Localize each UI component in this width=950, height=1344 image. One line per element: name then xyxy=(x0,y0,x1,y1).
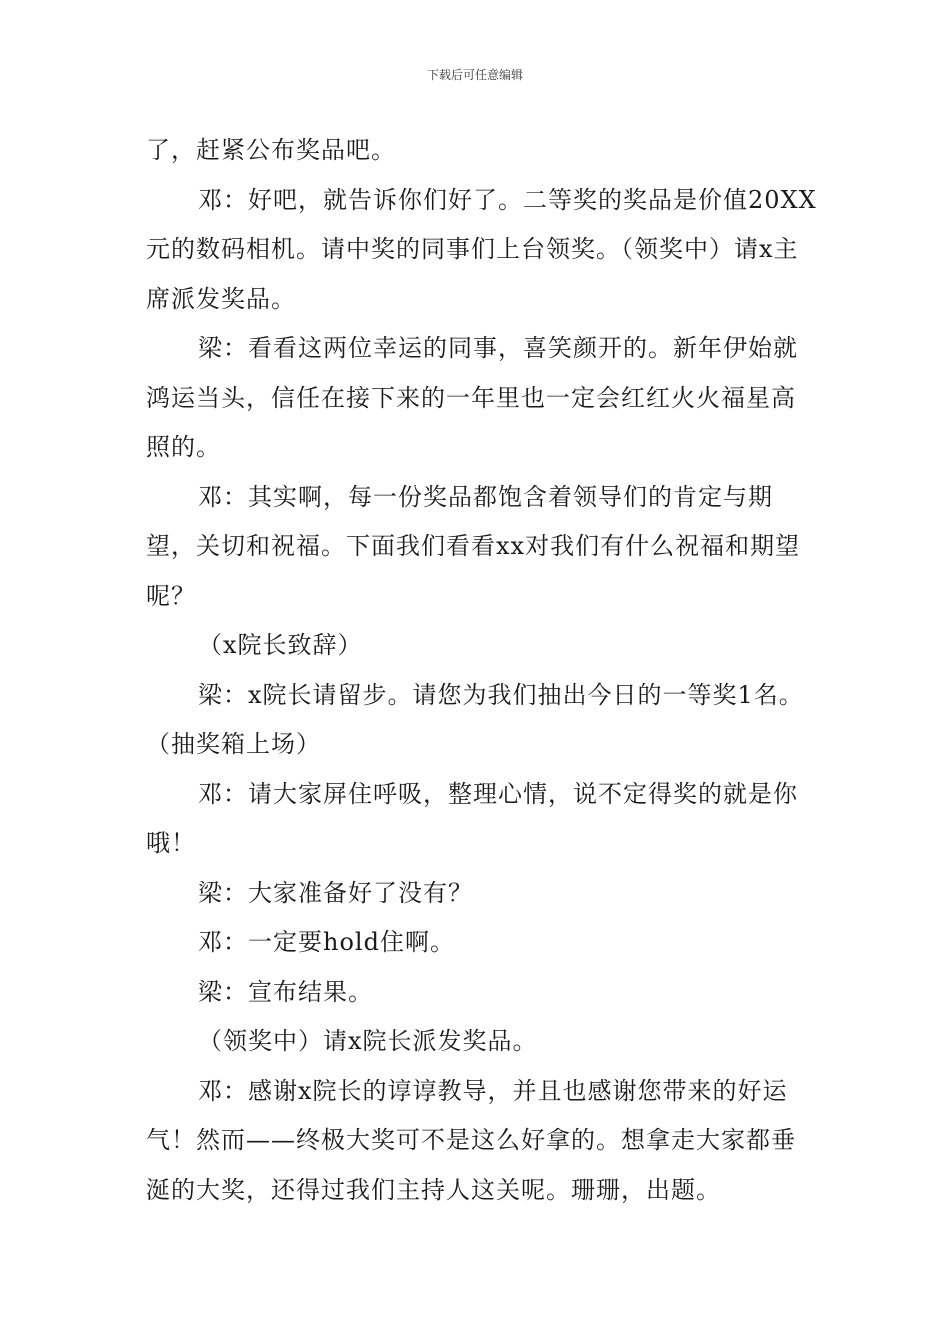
paragraph-9: 邓：一定要hold住啊。 xyxy=(198,928,455,956)
paragraph-10: 梁：宣布结果。 xyxy=(198,977,373,1006)
paragraph-12: 邓：感谢x院长的谆谆教导，并且也感谢您带来的好运气！然而——终极大奖可不是这么好拿的。想拿走大家都垂涎的大奖，还得过我们主持人这关呢。珊珊，出题。 xyxy=(146,1076,796,1204)
paragraph-8: 梁：大家准备好了没有？ xyxy=(198,878,473,907)
paragraph-7: 邓：请大家屏住呼吸，整理心情，说不定得奖的就是你哦！ xyxy=(146,779,798,857)
page-header: 下载后可任意编辑 xyxy=(426,68,523,82)
paragraph-2: 邓：好吧，就告诉你们好了。二等奖的奖品是价值20XX元的数码相机。请中奖的同事们上台领奖。（领奖中）请x主席派发奖品。 xyxy=(146,185,817,313)
document-body xyxy=(146,126,818,1215)
paragraph-5: （x院长致辞） xyxy=(198,631,363,659)
paragraph-11: （领奖中）请x院长派发奖品。 xyxy=(198,1027,538,1055)
paragraph-4: 邓：其实啊，每一份奖品都饱含着领导们的肯定与期望，关切和祝福。下面我们看看xx对我们有什么祝福和期望呢？ xyxy=(146,482,801,610)
paragraph-6: 梁：x院长请留步。请您为我们抽出今日的一等奖1名。（抽奖箱上场） xyxy=(146,680,804,758)
paragraph-3: 梁：看看这两位幸运的同事，喜笑颜开的。新年伊始就鸿运当头，信任在接下来的一年里也一定会红红火火福星高照的。 xyxy=(146,334,798,461)
paragraph-1: 了，赶紧公布奖品吧。 xyxy=(146,136,396,164)
